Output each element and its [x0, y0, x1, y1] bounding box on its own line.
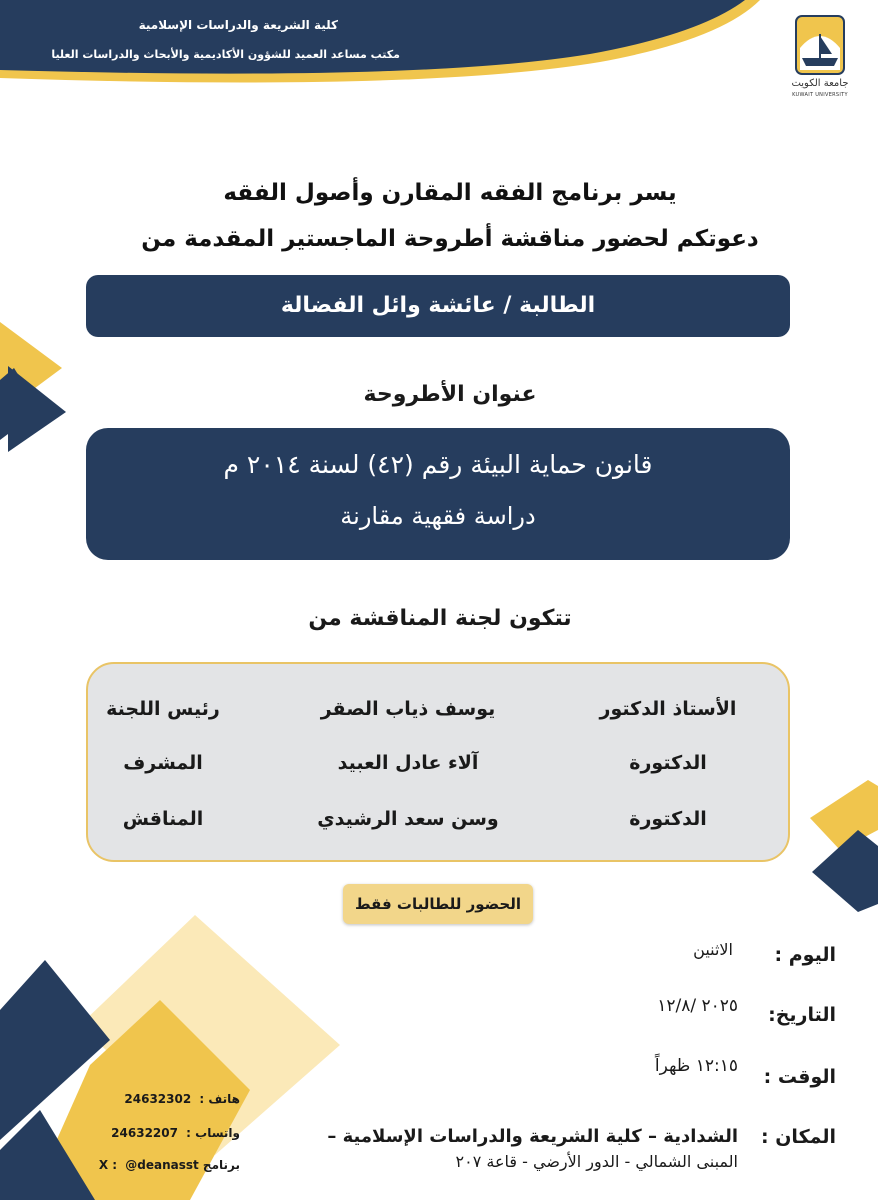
intro-line-1: يسر برنامج الفقه المقارن وأصول الفقه	[223, 180, 677, 206]
thesis-title-line-2: دراسة فقهية مقارنة	[340, 502, 536, 530]
phone-number: 24632302	[124, 1092, 192, 1106]
contact-x	[50, 1158, 240, 1172]
date-label: التاريخ:	[768, 1004, 836, 1026]
member-title: الدكتورة	[629, 752, 707, 774]
contact-phone	[50, 1092, 240, 1106]
time-value: ١٢:١٥ ظهراً	[654, 1056, 738, 1076]
committee-box	[86, 662, 790, 862]
contact-whatsapp	[50, 1126, 240, 1140]
place-line-1: الشدادية – كلية الشريعة والدراسات الإسلامية –	[327, 1126, 738, 1147]
banner-navy-band	[0, 0, 745, 74]
attendance-note: الحضور للطالبات فقط	[343, 884, 533, 924]
member-name: آلاء عادل العبيد	[337, 752, 479, 774]
thesis-heading: عنوان الأطروحة	[363, 382, 537, 407]
place-line-2: المبنى الشمالي - الدور الأرضي - قاعة ٢٠٧	[455, 1152, 738, 1171]
whatsapp-label: واتساب :	[186, 1126, 240, 1140]
committee-row	[88, 752, 788, 792]
phone-label: هاتف :	[199, 1092, 240, 1106]
student-name: الطالبة / عائشة وائل الفضالة	[280, 293, 596, 318]
x-handle: @deanasst	[125, 1158, 199, 1172]
member-name: وسن سعد الرشيدي	[317, 808, 499, 830]
whatsapp-number: 24632207	[111, 1126, 178, 1140]
member-name: يوسف ذياب الصقر	[320, 698, 496, 720]
logo-name-ar: جامعة الكويت	[791, 78, 849, 89]
college-name: كلية الشريعة والدراسات الإسلامية	[138, 18, 338, 32]
diamond-navy-right	[812, 830, 878, 912]
member-role: المناقش	[122, 808, 204, 830]
time-label: الوقت :	[763, 1066, 836, 1088]
thesis-title-line-1: قانون حماية البيئة رقم (٤٢) لسنة ٢٠١٤ م	[223, 450, 653, 479]
logo-name-en: KUWAIT UNIVERSITY	[792, 92, 848, 98]
member-role: المشرف	[123, 752, 203, 774]
kuwait-university-logo	[790, 14, 850, 104]
date-value: ٢٠٢٥ /١٢/٨	[657, 996, 738, 1016]
member-title: الدكتورة	[629, 808, 707, 830]
committee-heading: تتكون لجنة المناقشة من	[308, 606, 572, 631]
day-label: اليوم :	[774, 944, 836, 966]
thesis-title-box	[86, 428, 790, 560]
committee-row	[88, 698, 788, 738]
x-label: برنامج X :	[98, 1158, 240, 1172]
committee-row	[88, 808, 788, 848]
student-name-box	[86, 275, 790, 337]
day-value: الاثنين	[693, 940, 733, 959]
place-label: المكان :	[761, 1126, 836, 1148]
intro-line-2: دعوتكم لحضور مناقشة أطروحة الماجستير المقدمة من	[141, 226, 759, 252]
member-title: الأستاذ الدكتور	[599, 698, 737, 720]
office-name: مكتب مساعد العميد للشؤون الأكاديمية والأبحاث والدراسات العليا	[51, 48, 400, 61]
member-role: رئيس اللجنة	[106, 698, 220, 720]
